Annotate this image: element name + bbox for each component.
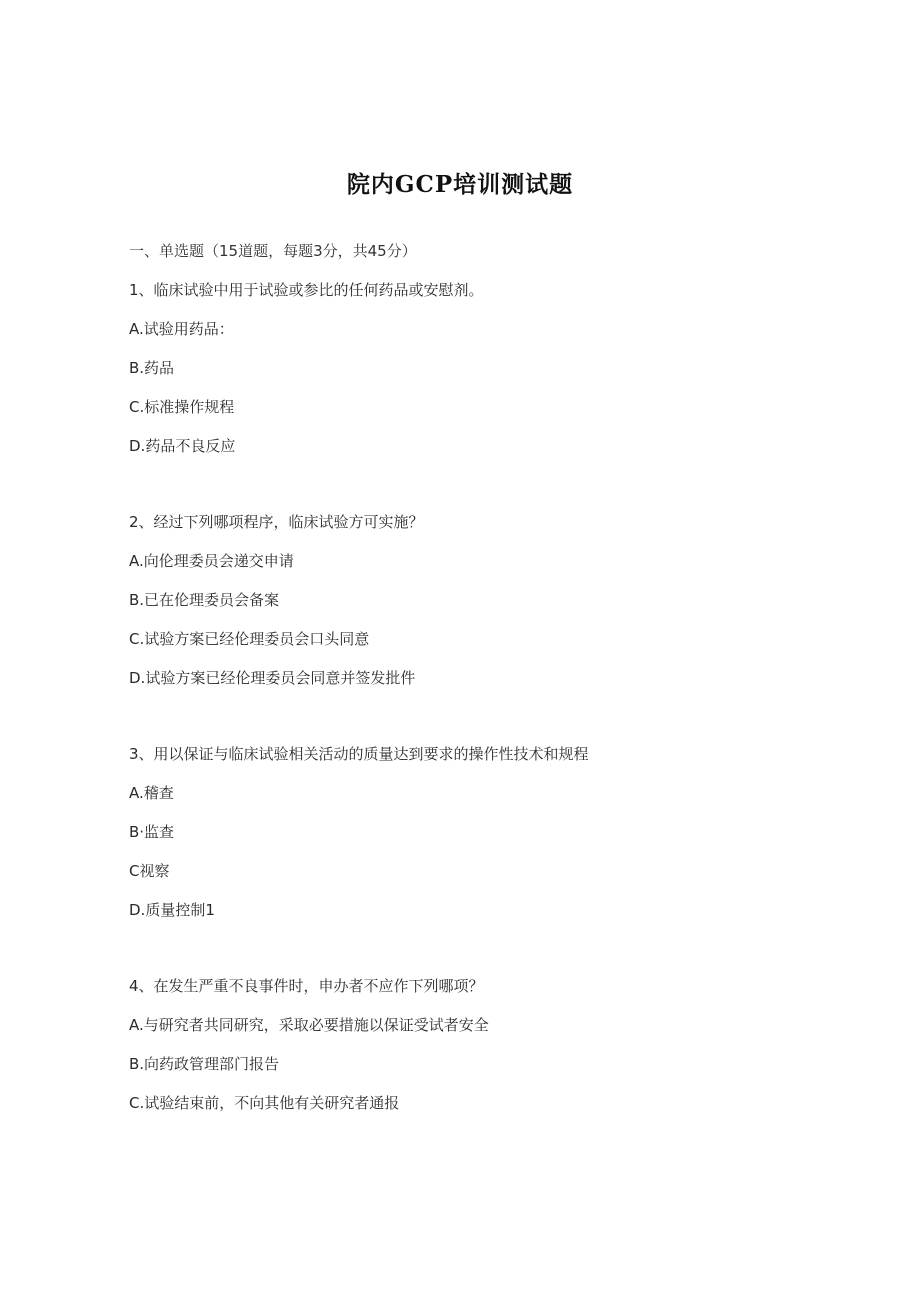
option-d: D.试验方案已经伦理委员会同意并签发批件 bbox=[129, 669, 416, 687]
option-b: B·监查 bbox=[129, 823, 175, 841]
section-heading: 一、单选题（15道题，每题3分，共45分） bbox=[129, 242, 417, 260]
option-d: D.药品不良反应 bbox=[129, 437, 236, 455]
question-2 bbox=[129, 512, 849, 707]
option-b: B.药品 bbox=[129, 359, 175, 377]
question-stem: 3、用以保证与临床试验相关活动的质量达到要求的操作性技术和规程 bbox=[129, 745, 589, 763]
question-stem: 4、在发生严重不良事件时，申办者不应作下列哪项？ bbox=[129, 977, 484, 995]
question-1 bbox=[129, 280, 849, 475]
question-stem: 1、临床试验中用于试验或参比的任何药品或安慰剂。 bbox=[129, 281, 484, 299]
question-4 bbox=[129, 976, 849, 1132]
option-d: D.质量控制1 bbox=[129, 901, 215, 919]
option-c: C.试验方案已经伦理委员会口头同意 bbox=[129, 630, 370, 648]
option-a: A.稽查 bbox=[129, 784, 174, 802]
option-b: B.已在伦理委员会备案 bbox=[129, 591, 280, 609]
option-a: A.向伦理委员会递交申请 bbox=[129, 552, 294, 570]
option-c: C.标准操作规程 bbox=[129, 398, 235, 416]
question-stem: 2、经过下列哪项程序，临床试验方可实施？ bbox=[129, 513, 424, 531]
option-a: A.与研究者共同研究，采取必要措施以保证受试者安全 bbox=[129, 1016, 489, 1034]
option-b: B.向药政管理部门报告 bbox=[129, 1055, 280, 1073]
question-3 bbox=[129, 744, 849, 939]
document-title: 院内GCP培训测试题 bbox=[346, 171, 574, 198]
option-a: A.试验用药品： bbox=[129, 320, 234, 338]
option-c: C.试验结束前，不向其他有关研究者通报 bbox=[129, 1094, 400, 1112]
option-c: C视察 bbox=[129, 862, 170, 880]
